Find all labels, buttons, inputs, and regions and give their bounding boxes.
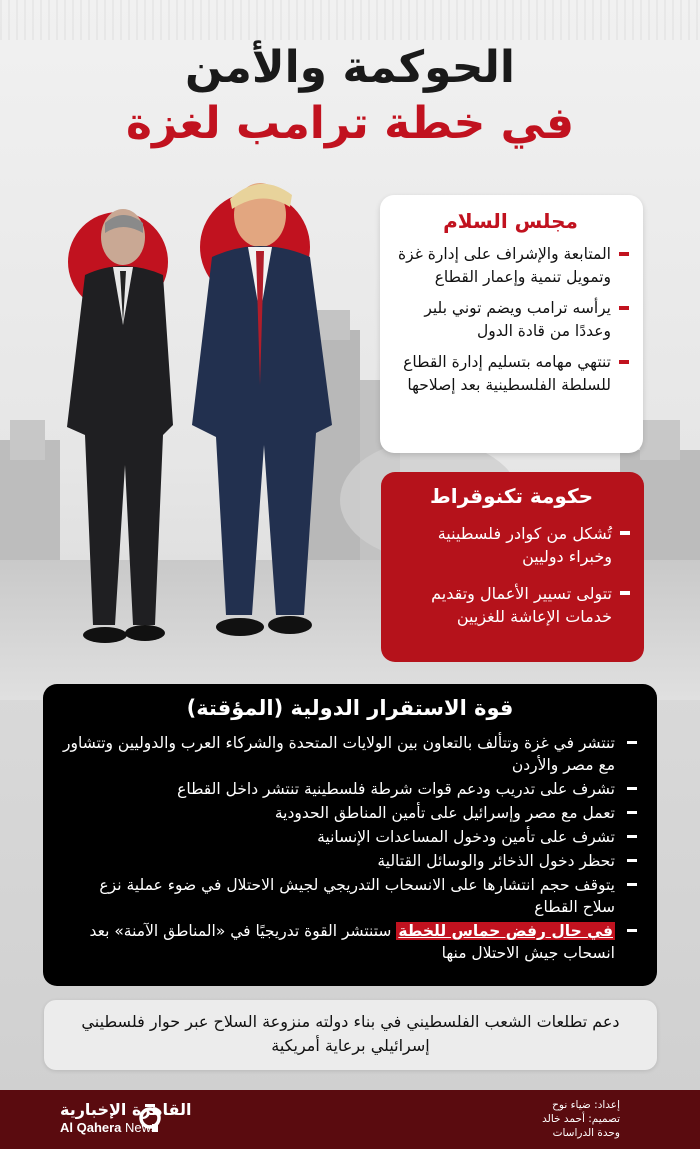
stabilization-force-item: تشرف على تأمين ودخول المساعدات الإنسانية	[63, 826, 637, 848]
peace-council-card	[380, 195, 643, 453]
background-texture	[0, 0, 700, 40]
stabilization-force-item: يتوقف حجم انتشارها على الانسحاب التدريجي لجيش الاحتلال في ضوء عملية نزع سلاح القطاع	[63, 874, 637, 918]
credit-unit: وحدة الدراسات	[552, 1127, 620, 1139]
stabilization-force-item: تشرف على تدريب ودعم قوات شرطة فلسطينية تنتشر داخل القطاع	[63, 778, 637, 800]
technocrat-gov-item: تُشكل من كوادر فلسطينية وخبراء دوليين	[393, 522, 630, 568]
technocrat-gov-item: تتولى تسيير الأعمال وتقديم خدمات الإعاشة للغزيين	[393, 582, 630, 628]
support-statement-text: دعم تطلعات الشعب الفلسطيني في بناء دولته منزوعة السلاح عبر حوار فلسطيني إسرائيلي برعاية أمريكية	[81, 1012, 620, 1055]
technocrat-gov-card	[381, 472, 644, 662]
stabilization-force-card	[43, 684, 657, 986]
hamas-rejection-rest: ستنتشر القوة تدريجيًا في «المناطق الآمنة» بعد انسحاب جيش الاحتلال منها	[89, 922, 615, 962]
hamas-rejection-highlight: في حال رفض حماس للخطة	[398, 922, 613, 940]
page-title: الحوكمة والأمن	[184, 42, 516, 93]
stabilization-force-title: قوة الاستقرار الدولية (المؤقتة)	[186, 696, 514, 720]
logo-english-bold: Al Qahera	[60, 1120, 122, 1135]
page-subtitle: في خطة ترامب لغزة	[125, 98, 575, 149]
logo-english-text	[60, 1120, 158, 1135]
logo-english-light: News	[121, 1120, 158, 1135]
peace-council-item: يرأسه ترامب ويضم توني بلير وعددًا من قادة الدول	[392, 297, 629, 343]
peace-council-item: تنتهي مهامه بتسليم إدارة القطاع للسلطة الفلسطينية بعد إصلاحها	[392, 351, 629, 397]
peace-council-title: مجلس السلام	[443, 209, 578, 233]
credits-block	[490, 1098, 620, 1140]
stabilization-force-item: تحظر دخول الذخائر والوسائل القتالية	[63, 850, 637, 872]
peace-council-item: المتابعة والإشراف على إدارة غزة وتمويل تنمية وإعمار القطاع	[392, 243, 629, 289]
stabilization-force-item: تعمل مع مصر وإسرائيل على تأمين المناطق الحدودية	[63, 802, 637, 824]
technocrat-gov-title: حكومة تكنوقراط	[429, 484, 594, 508]
figure-right-person	[172, 175, 347, 645]
stabilization-force-item-last	[63, 920, 637, 964]
figure-left-person	[45, 205, 185, 650]
credit-designed-by: تصميم: أحمد خالد	[542, 1113, 620, 1125]
credit-prepared-by: إعداد: ضياء نوح	[552, 1099, 620, 1111]
stabilization-force-item: تنتشر في غزة وتتألف بالتعاون بين الولايات المتحدة والشركاء العرب والدوليين وتتشاور مع مصر والأردن	[63, 732, 637, 776]
logo-arabic-text: القاهرة الإخبارية	[60, 1100, 192, 1119]
footer-bar	[0, 1090, 700, 1149]
support-statement-box	[44, 1000, 657, 1070]
